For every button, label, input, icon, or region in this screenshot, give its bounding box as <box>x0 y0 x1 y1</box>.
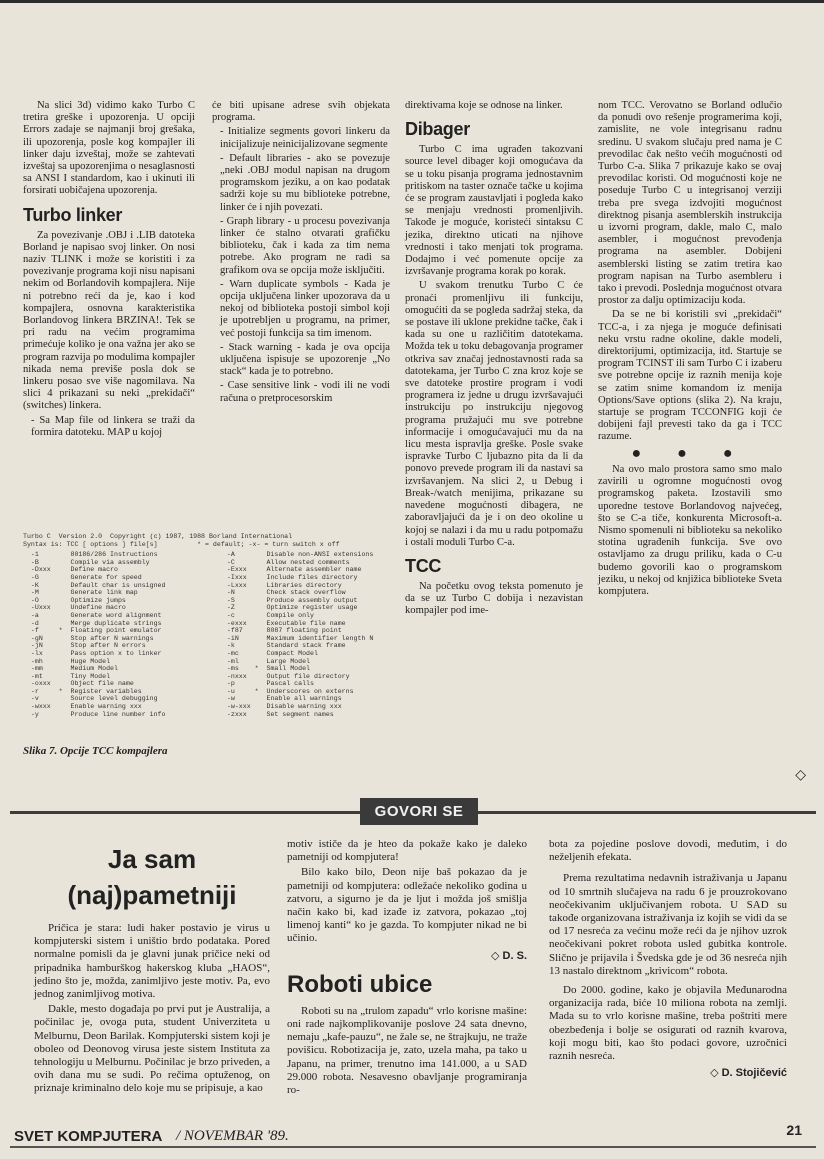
tcc-options-listing <box>23 533 395 718</box>
paragraph: - Default libraries - ako se povezuje „neki .OBJ modul napisan na drugom programskom jeziku, a on kao podatak sadrži koje su mu biblioteke potrebne, linker će i njih povezati. <box>220 152 390 213</box>
listing-line: -p Pascal calls <box>219 680 314 688</box>
paragraph: - Graph library - u procesu povezivanja linker će stalno otvarati grafičku biblioteku, čak i kada za tim nema potrebe. Ako program ne radi sa grafikom ova se opcija može isključiti. <box>220 215 390 276</box>
section-heading-dibager: Dibager <box>405 119 470 140</box>
end-mark-icon: ◇ <box>795 768 806 783</box>
listing-line: -f * Floating point emulator <box>23 627 162 635</box>
listing-line: -wxxx Enable warning xxx <box>23 703 142 711</box>
listing-line: -mh Huge Model <box>23 657 111 665</box>
story-title-line-1: Ja sam <box>107 844 197 874</box>
paragraph: Turbo C ima ugrađen takozvani source level dibager koji omogućava da se u toku pisanja programa jednostavnim pritiskom na taster označe tačke u kojima će se program zaustavljati i pogleda kako se menjaju vrednosti promenljivih. Takođe je moguće, koristeći sintaksu C jezika, direktno uticati na njihove vrednosti i tako menjati tok programa. Dodajmo i već pomenute opcije za izvršavanje programa korak po korak. <box>405 144 583 278</box>
story-1-column-a <box>34 836 270 1098</box>
listing-line: -f87 8087 floating point <box>219 627 342 635</box>
listing-line: -A Disable non-ANSI extensions <box>219 551 374 559</box>
magazine-name: SVET KOMPJUTERA <box>14 1128 163 1145</box>
listing-line: -jN Stop after N errors <box>23 642 146 650</box>
listing-syntax: Syntax is: TCC [ options ] file[s] * = default; -x- = turn switch x off <box>23 540 340 548</box>
listing-line: -r * Register variables <box>23 687 142 695</box>
paragraph: Za povezivanje .OBJ i .LIB datoteka Borland je napisao svoj linker. On nosi naziv TLINK i može se koristiti i za povezivanje programa koji nisu napisani nekim od Borlandovih kompajlera. Nije ni potrebno reći da je, kao i kod kompajlera, osnovna karakteristika Borlandovog linkera BRZINA!. Tek se pri radu na većim programima primećuje koliko je ona važna jer ako se program razvija po modulima kompajler nikada nema previše posla dok se linkeru posao sve više nagomilava. Na slici 4 prikazani su neki „prekidači“ (switches) linkera. <box>23 229 195 412</box>
paragraph: U svakom trenutku Turbo C će pronaći promenljivu ili funkciju, omogućiti da se pogleda sadržaj steka, da se postave ili uklone prekidne tačke, čak i kada su one u različitim datotekama. Možda tek u toku debagovanja programer otkriva sav značaj jednostavnosti rada sa datotekama, jer Turbo C zna kroz koje se sve datoteke prostire program i vodi programera iz jedne u drugu izvršavajući instrukciju po instrukciju njegovog programa pružajući mu sve potrebne informacije i omogućavajući mu da na licu mesta ispravlja greške. Posle svake ispravke Turbo C ljubazno pita da li da ponovo prevede program ili da nastavi sa izvršavanjem. Na slici 2, u Debug i Break-/watch menijima, prikazane su navedene mogućnosti dibagera, ne zaboravljajući da je i on deo okoline u kojoj se nalazi i da mu u radu potpomažu i ostali moduli Turbo C-a. <box>405 280 583 548</box>
paragraph: Na ovo malo prostora samo smo malo zavirili u ogromne mogućnosti ovog programskog paketa. Izostavili smo uporedne testove Borlandovog najvećeg, što se C-a tiče, konkurenta Microsoft-a. Nismo spomenuli ni biblioteku sa nekoliko stotina ugrađenih funkcija. Sve ovo ostavljamo za drugu priliku, kada o C-u budemo govorili kao o programskom jeziku, u nekoj od knjižica biblioteke Sveta kompjutera. <box>598 463 782 597</box>
paragraph: Prema rezultatima nedavnih istraživanja u Japanu od 10 smrtnih slučajeva na radu 6 je prouzrokovano neočekivanim uključivanjem robota. U SAD su takođe organizovana istraživanja iz kojih se vidi da se od 17 nesreća za većinu može reći da je njihov uzrok neočekivani pokret robota usled gubitka kontrole. Slično je prijavila i Švedska gde je od 36 nesreća njih 13 nastalo direktnom „krivicom“ robota. <box>549 872 787 977</box>
paragraph: motiv ističe da je hteo da pokaže kako je daleko pametniji od kompjutera! <box>287 838 527 864</box>
banner-title: GOVORI SE <box>360 798 478 825</box>
listing-line: -Dxxx Define macro <box>23 566 118 574</box>
listing-line: -v Source level debugging <box>23 695 158 703</box>
story-2-column-c <box>549 838 787 1080</box>
paragraph: Pričica je stara: ludi haker postavio je virus u kompjuterski sistem i uništio brdo podataka. Pored normalne pomisli da je glavni junak pričice neki od pripadnika hamburškog hakerskog kluba „HAOS“, jedino što je, možda, zanimljivo jeste motiv. Pa, evo jednog zanimljivog motiva. <box>34 922 270 1001</box>
author-signature: ◇ D. S. <box>491 949 527 962</box>
listing-line: -Lxxx Libraries directory <box>219 581 342 589</box>
footer-rule <box>10 1146 816 1148</box>
top-rule <box>0 0 824 3</box>
listing-line: -M Generate link map <box>23 589 138 597</box>
column-1 <box>23 100 195 441</box>
story-title-roboti-ubice: Roboti ubice <box>287 970 433 998</box>
paragraph: Na slici 3d) vidimo kako Turbo C tretira greške i upozorenja. U opciji Errors zadaje se najmanji broj grešaka, ili upozorenja, posle kog kompajler ili linker daju izveštaj, može se zahtevati izveštaj sa upozorenjima o nesaglasnosti sa ANSI I standardom, kao i ukinuti ili forsirati uobičajena upozorenja. <box>23 100 195 197</box>
paragraph: - Warn duplicate symbols - Kada je opcija uključena linker upozorava da u nekoj od biblioteka postoji simbol koji je upotrebljen u programu, na primer, već postoji funkcija sa tim imenom. <box>220 278 390 339</box>
listing-line: -Uxxx Undefine macro <box>23 604 126 612</box>
paragraph: nom TCC. Verovatno se Borland odlučio da ponudi ovo rešenje programerima koji, zamislite, ne vole integrisanu radnu sredinu. U svakom slučaju pred nama je C prevodilac čak nešto većih mogućnosti od Turbo C-a. Slika 7 prikazuje kako se ovaj prevodilac koristi. Od mogućnosti koje ne poseduje Turbo C u integrisanoj verziji treba pre svega izdvojiti mogućnost direktnog pisanja asemblerskih instrukcija u izvorni program, dakle, malo C, malo asembler, i mogućnost prevođenja programa na asembler. Dobijeni asemblerski listing se zatim tretira kao program napisan na Turbo asembleru i tako i prevodi. Poslednja mogućnost otvara prostor za dalju optimizaciju koda. <box>598 100 782 307</box>
column-2 <box>212 100 390 407</box>
listing-line: -w Enable all warnings <box>219 695 342 703</box>
listing-line: -iN Maximum identifier length N <box>219 634 374 642</box>
listing-line: -1 80186/286 Instructions <box>23 551 158 559</box>
section-heading-turbo-linker: Turbo linker <box>23 204 123 225</box>
listing-line: -a Generate word alignment <box>23 611 162 619</box>
listing-line: -Ixxx Include files directory <box>219 573 358 581</box>
listing-right-column <box>219 551 373 718</box>
listing-line: -O Optimize jumps <box>23 596 126 604</box>
listing-line: -oxxx Object file name <box>23 680 134 688</box>
listing-line: -N Check stack overflow <box>219 589 346 597</box>
issue-date: / NOVEMBAR '89. <box>176 1128 289 1144</box>
page-number: 21 <box>786 1122 802 1138</box>
listing-line: -y Produce line number info <box>23 710 166 718</box>
paragraph: - Case sensitive link - vodi ili ne vodi računa o pretprocesorskim <box>220 380 390 404</box>
listing-line: -w-xxx Disable warning xxx <box>219 703 342 711</box>
column-3 <box>405 100 583 620</box>
paragraph: će biti upisane adrese svih objekata programa. <box>212 100 390 124</box>
paragraph: Do 2000. godine, kako je objavila Međunarodna organizacija rada, biće 10 miliona robota na zemlji. Mada su to vrlo korisne mašine, treba poštriti mere obezbeđenja i bolje se osigurati od raznih kvarova, koji mogu biti, kao što podaci govore, uzročnici raznih nesreća. <box>549 984 787 1063</box>
paragraph: Da se ne bi koristili svi „prekidači“ TCC-a, i za njega je moguće definisati neku vrstu radne okoline, dakle modeli, direktorijumi, optimizacija, itd. Startuje se program TCINST ili sam Turbo C i izaberu sve potrebne opcije iz raznih menija koje se zatim snime komandom iz menija Options/Save options (slika 2). Na kraju, startuje se program TCCONFIG koji će dobijeni fajl prevesti tako da ga i TCC razume. <box>598 309 782 443</box>
section-heading-tcc: TCC <box>405 555 442 576</box>
listing-line: -lx Pass option x to linker <box>23 649 162 657</box>
listing-line: -zxxx Set segment names <box>219 710 334 718</box>
column-4 <box>598 100 782 600</box>
listing-line: -G Generate for speed <box>23 573 142 581</box>
listing-line: -ml Large Model <box>219 657 311 665</box>
listing-line: -B Compile via assembly <box>23 558 150 566</box>
paragraph: Dakle, mesto događaja po prvi put je Australija, a počinilac je, ovoga puta, student Univerziteta u Melburnu, Deon Barilak. Kompjuterski sistem koji je oboleo od Deonovog virusa jeste sistem Instituta za tehnologiju u Melburnu. Počinilac je brzo priveden, a ovih dana mu se sudi. Po rečima optuženog, on priznaje kriminalno delo koje mu se pripisuje, a kao <box>34 1003 270 1095</box>
paragraph: - Initialize segments govori linkeru da inicijalizuje neinicijalizovane segmente <box>220 126 390 150</box>
listing-line: -mt Tiny Model <box>23 672 111 680</box>
listing-line: -Z Optimize register usage <box>219 604 358 612</box>
listing-left-column <box>23 551 219 718</box>
listing-line: -d Merge duplicate strings <box>23 619 162 627</box>
paragraph: Roboti su na „trulom zapadu“ vrlo korisne mašine: oni rade najkomplikovanije poslove 24 sata dnevno, nemaju „kafe-pauzu“, ne žale se, ne štrajkuju, ne traže povišicu. Robotizacija je, zato, uzela maha, pa tako u Japanu, na primer, trenutno ima 141.000, a u SAD 29.000 robota. Nesavesno obavljanje programiranja ro- <box>287 1004 527 1097</box>
paragraph: Bilo kako bilo, Deon nije baš pokazao da je pametniji od kompjutera: odležaće nekoliko godina u zatvoru, a sigurno je da je ljut i možda još smišlja način kako bi, kad izađe iz zatvora, pokazao „toj limenoj kanti“ ko je gazda. To kompjuter nikad ne bi učinio. <box>287 866 527 945</box>
listing-line: -c Compile only <box>219 611 314 619</box>
listing-line: -k Standard stack frame <box>219 642 346 650</box>
story-title-line-2: (naj)pametniji <box>67 880 237 910</box>
paragraph: bota za pojedine poslove dovodi, međutim, i do neželjenih efekata. <box>549 838 787 864</box>
listing-line: -mm Medium Model <box>23 665 118 673</box>
author-signature: ◇ D. Stojičević <box>710 1067 787 1080</box>
paragraph: - Sa Map file od linkera se traži da formira datoteku. MAP u kojoj <box>31 414 195 438</box>
listing-line: -mc Compact Model <box>219 649 318 657</box>
story-column-b <box>287 838 527 1099</box>
listing-line: -exxx Executable file name <box>219 619 346 627</box>
paragraph: - Stack warning - kada je ova opcija uključena ispisuje se upozorenje „No stack“ kada je to potrebno. <box>220 341 390 378</box>
listing-line: -nxxx Output file directory <box>219 672 350 680</box>
figure-caption: Slika 7. Opcije TCC kompajlera <box>23 745 168 757</box>
page-footer <box>10 1122 816 1152</box>
section-separator-dots: ● ● ● <box>631 444 749 462</box>
listing-line: -C Allow nested comments <box>219 558 350 566</box>
paragraph: Na početku ovog teksta pomenuto je da se uz Turbo C dobija i nezavistan kompajler pod ime- <box>405 580 583 617</box>
listing-line: -Exxx Alternate assembler name <box>219 566 362 574</box>
listing-line: -S Produce assembly output <box>219 596 358 604</box>
section-banner <box>10 798 816 826</box>
listing-title: Turbo C Version 2.0 Copyright (c) 1987, 1988 Borland International <box>23 533 293 540</box>
paragraph: direktivama koje se odnose na linker. <box>405 100 563 111</box>
listing-line: -K Default char is unsigned <box>23 581 166 589</box>
listing-line: -ms * Small Model <box>219 665 311 673</box>
listing-line: -gN Stop after N warnings <box>23 634 154 642</box>
listing-line: -u * Underscores on externs <box>219 687 354 695</box>
